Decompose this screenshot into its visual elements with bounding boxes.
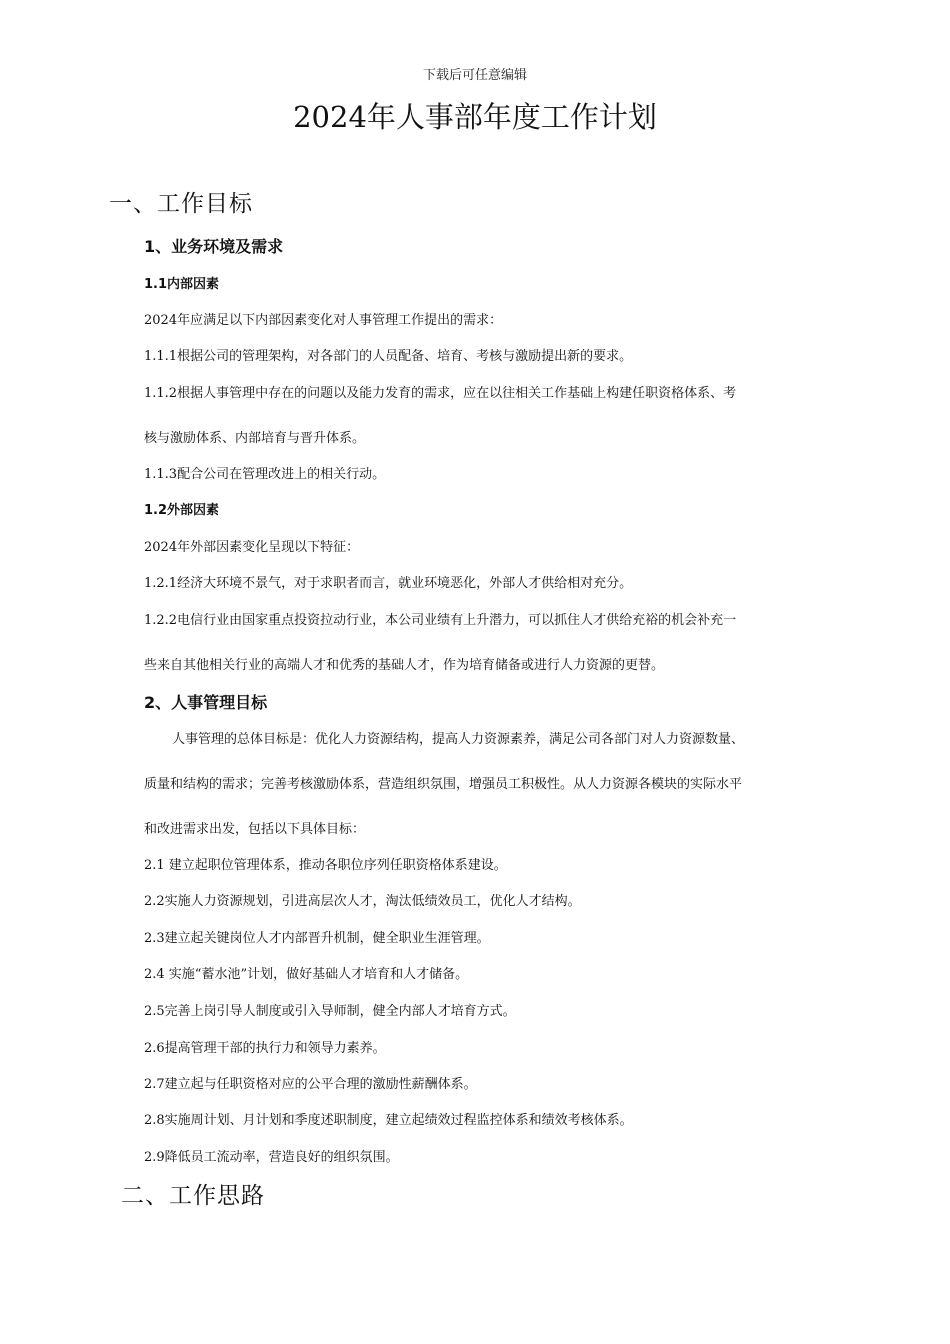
- subsection-heading-hr-goals: 2、人事管理目标: [144, 693, 268, 712]
- list-item: 2.3建立起关键岗位人才内部晋升机制，健全职业生涯管理。: [144, 931, 490, 946]
- list-item: 2.2实施人力资源规划，引进高层次人才，淘汰低绩效员工，优化人才结构。: [144, 894, 581, 909]
- subheading-internal-factors: 1.1内部因素: [144, 277, 220, 292]
- paragraph: 2024年应满足以下内部因素变化对人事管理工作提出的需求：: [144, 313, 503, 328]
- list-item-continuation: 些来自其他相关行业的高端人才和优秀的基础人才，作为培育储备或进行人力资源的更替。: [144, 658, 665, 673]
- subheading-external-factors: 1.2外部因素: [144, 503, 220, 518]
- list-item-continuation: 核与激励体系、内部培育与晋升体系。: [144, 431, 366, 446]
- list-item: 2.8实施周计划、月计划和季度述职制度，建立起绩效过程监控体系和绩效考核体系。: [144, 1113, 633, 1128]
- list-item: 1.2.2电信行业由国家重点投资拉动行业，本公司业绩有上升潜力，可以抓住人才供给充裕的机会补充一: [144, 613, 737, 628]
- list-item: 1.1.2根据人事管理中存在的问题以及能力发育的需求，应在以往相关工作基础上构建任职资格体系、考: [144, 386, 737, 401]
- list-item: 1.1.1根据公司的管理架构，对各部门的人员配备、培育、考核与激励提出新的要求。: [144, 349, 633, 364]
- subsection-heading-environment: 1、业务环境及需求: [144, 237, 284, 256]
- paragraph: 人事管理的总体目标是：优化人力资源结构，提高人力资源素养，满足公司各部门对人力资源数量、: [172, 732, 745, 747]
- list-item: 1.2.1经济大环境不景气，对于求职者而言，就业环境恶化，外部人才供给相对充分。: [144, 576, 633, 591]
- list-item: 2.4 实施“蓄水池”计划，做好基础人才培育和人才储备。: [144, 967, 469, 982]
- paragraph: 2024年外部因素变化呈现以下特征：: [144, 540, 360, 555]
- list-item: 1.1.3配合公司在管理改进上的相关行动。: [144, 467, 386, 482]
- list-item: 2.7建立起与任职资格对应的公平合理的激励性薪酬体系。: [144, 1077, 477, 1092]
- header-note: 下载后可任意编辑: [422, 68, 527, 83]
- paragraph: 和改进需求出发，包括以下具体目标：: [144, 822, 366, 837]
- page-title: 2024年人事部年度工作计划: [293, 100, 657, 134]
- list-item: 2.1 建立起职位管理体系，推动各职位序列任职资格体系建设。: [144, 858, 507, 873]
- paragraph: 质量和结构的需求；完善考核激励体系，营造组织氛围，增强员工积极性。从人力资源各模块的实际水平: [144, 777, 743, 792]
- section-heading-approach: 二、工作思路: [121, 1183, 265, 1209]
- list-item: 2.5完善上岗引导人制度或引入导师制，健全内部人才培育方式。: [144, 1004, 516, 1019]
- list-item: 2.6提高管理干部的执行力和领导力素养。: [144, 1041, 386, 1056]
- list-item: 2.9降低员工流动率，营造良好的组织氛围。: [144, 1150, 399, 1165]
- section-heading-goals: 一、工作目标: [109, 191, 253, 217]
